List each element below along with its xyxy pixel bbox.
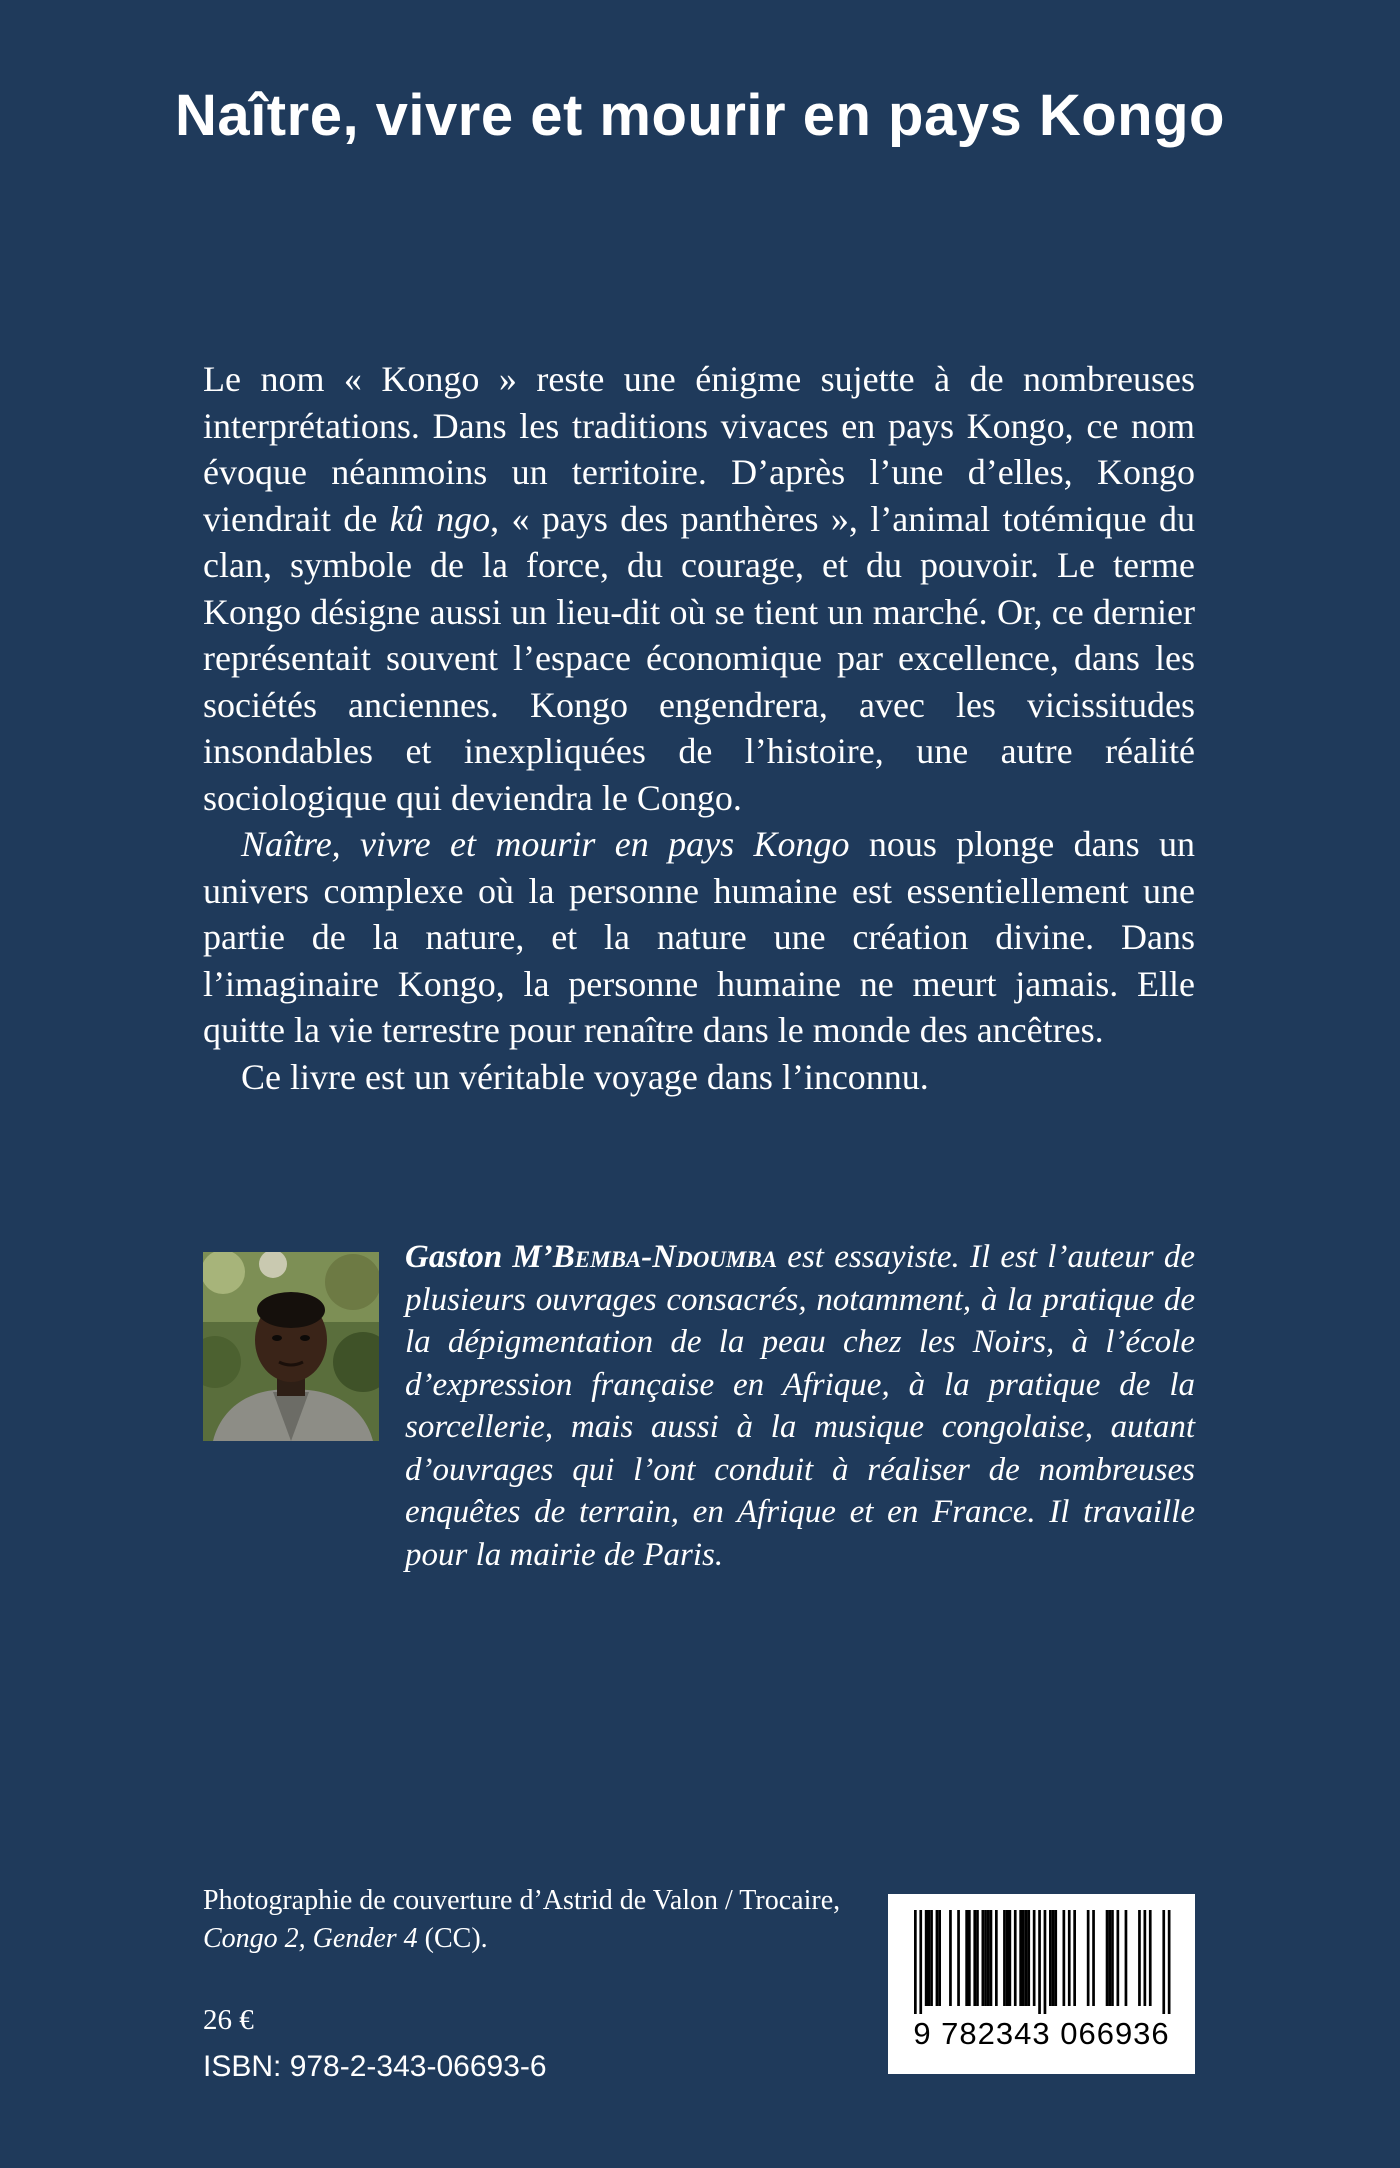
author-bio-text: est essayiste. Il est l’auteur de plusieurs ouvrages consacrés, notamment, à la pratique de la dépigmentation de la peau chez les Noirs, à l’école d’expression française en Afrique, à la pratique de la sorcellerie, mais aussi à la musique congolaise, autant d’ouvrages qui l’ont conduit à réaliser de nombreuses enquêtes de terrain, en Afrique et en France. Il travaille pour la mairie de Paris. (405, 1239, 1195, 1573)
credit-suffix: (CC). (417, 1923, 488, 1954)
barcode-bar (990, 1910, 993, 2006)
credit-prefix: Photographie de couverture d’Astrid de Valon / Trocaire, (203, 1885, 841, 1916)
barcode-bar (936, 1910, 939, 2006)
barcode-bar (1125, 1910, 1128, 2006)
back-cover-blurb (203, 356, 1195, 1100)
barcode-bar (1092, 1910, 1095, 2006)
barcode-bar (976, 1910, 979, 2006)
blurb-p2-rest: nous plonge dans un univers complexe où la personne humaine est essentiellement une partie de la nature, et la nature une création divine. Dans l’imaginaire Kongo, la personne humaine ne meurt jamais. Elle quitte la vie terrestre pour renaître dans le monde des ancêtres. (203, 824, 1195, 1050)
barcode-bar (938, 1910, 941, 2006)
barcode-bar (1106, 1910, 1109, 2006)
barcode-bar (1138, 1910, 1141, 2006)
barcode-bar (1019, 1910, 1022, 2006)
barcode-bar (1108, 1910, 1111, 2006)
barcode-bar (919, 1910, 922, 2014)
barcode-bar (914, 1910, 917, 2014)
barcode-bar (1068, 1910, 1071, 2006)
barcode-bars (906, 1910, 1177, 2014)
blurb-p1-text: Le nom « Kongo » reste une énigme sujette à de nombreuses interprétations. Dans les traditions vivaces en pays Kongo, ce nom évoque néanmoins un territoire. D’après l’une d’elles, Kongo viendrait de (203, 359, 1195, 539)
blurb-p2-italic: Naître, vivre et mourir en pays Kongo (241, 824, 850, 864)
barcode-bar (1073, 1910, 1076, 2006)
barcode-bar (949, 1910, 952, 2006)
barcode-bar (1168, 1910, 1171, 2014)
blurb-paragraph-2 (203, 821, 1195, 1054)
barcode-bar (1111, 1910, 1114, 2006)
barcode (888, 1894, 1195, 2074)
barcode-bar (987, 1910, 990, 2006)
barcode-bar (965, 1910, 968, 2006)
blurb-paragraph-1 (203, 356, 1195, 821)
barcode-bar (1033, 1910, 1036, 2006)
barcode-bar (982, 1910, 985, 2006)
credit-italic: Congo 2, Gender 4 (203, 1923, 418, 1954)
barcode-bar (957, 1910, 960, 2006)
blurb-paragraph-3: Ce livre est un véritable voyage dans l’inconnu. (241, 1056, 929, 1097)
barcode-bar (1006, 1910, 1009, 2006)
barcode-bar (1144, 1910, 1147, 2006)
barcode-bar (1049, 1910, 1052, 2006)
blurb-p1-italic: kû ngo (389, 498, 491, 539)
barcode-bar (1087, 1910, 1090, 2006)
barcode-bar (968, 1910, 971, 2006)
barcode-bar (995, 1910, 998, 2006)
author-first-name: Gaston M’ (405, 1239, 553, 1275)
barcode-digits: 9 782343 066936 (913, 2016, 1170, 2051)
barcode-bar (1117, 1910, 1120, 2006)
barcode-bar (1063, 1910, 1066, 2006)
barcode-bar (1052, 1910, 1055, 2006)
barcode-bar (930, 1910, 933, 2006)
barcode-bar (1054, 1910, 1057, 2006)
barcode-bar (1027, 1910, 1030, 2006)
author-photo (203, 1252, 379, 1441)
barcode-bar (1038, 1910, 1041, 2014)
author-last-name: Bemba-Ndoumba (552, 1239, 778, 1275)
photo-credit (203, 1882, 843, 1958)
barcode-bar (1162, 1910, 1165, 2014)
barcode-bar (1009, 1910, 1012, 2006)
blurb-p1-rest: , « pays des panthères », l’animal totémique du clan, symbole de la force, du courage, et du pouvoir. Le terme Kongo désigne aussi un lieu-dit où se tient un marché. Or, ce dernier représentait souvent l’espace économique par excellence, dans les sociétés anciennes. Kongo engendrera, avec les vicissitudes insondables et inexpliquées de l’histoire, une autre réalité sociologique qui deviendra le Congo. (203, 498, 1195, 818)
price: 26 € (203, 2004, 254, 2036)
author-portrait-image (203, 1252, 379, 1441)
barcode-bar (925, 1910, 928, 2006)
barcode-bar (973, 1910, 976, 2006)
author-bio (405, 1236, 1195, 1576)
book-title: Naître, vivre et mourir en pays Kongo (175, 83, 1225, 148)
barcode-bar (1003, 1910, 1006, 2006)
barcode-bar (984, 1910, 987, 2006)
barcode-bar (1149, 1910, 1152, 2006)
barcode-bar (1022, 1910, 1025, 2006)
isbn: ISBN: 978-2-343-06693-6 (203, 2050, 547, 2083)
barcode-bar (928, 1910, 931, 2006)
barcode-bar (1014, 1910, 1017, 2006)
barcode-bar (1025, 1910, 1028, 2006)
barcode-bar (1044, 1910, 1047, 2014)
